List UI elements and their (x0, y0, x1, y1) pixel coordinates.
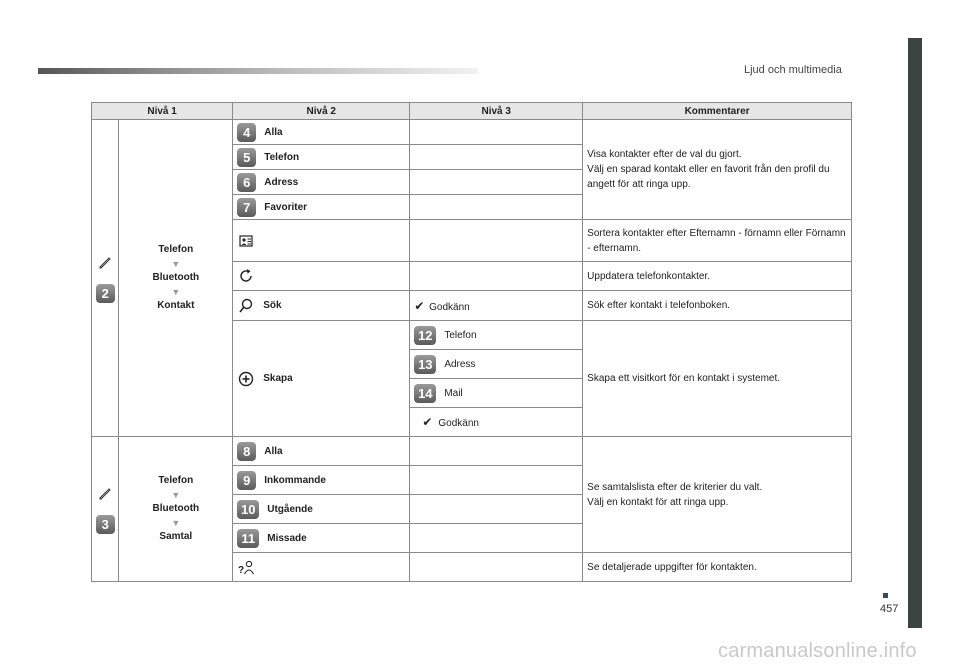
contact-details-icon (237, 558, 255, 576)
level3-empty (410, 524, 583, 553)
level3-godkann[interactable] (410, 291, 583, 321)
skapa-item-mail[interactable] (410, 379, 583, 408)
arrow-down-icon: ▼ (171, 287, 181, 297)
checkmark-icon: ✔ (422, 415, 433, 429)
badge-4: 4 (237, 123, 256, 142)
sort-contacts-icon (237, 232, 255, 250)
comment-text: Visa kontakter efter de val du gjort. (587, 149, 742, 160)
menu-label: Utgående (267, 503, 313, 515)
col-header-level3: Nivå 3 (410, 103, 583, 120)
level3-empty (410, 437, 583, 466)
skapa-item-telefon[interactable] (410, 321, 583, 350)
menu-item-refresh[interactable] (233, 262, 410, 291)
menu-item-sok[interactable] (233, 291, 410, 321)
menu-item-skapa[interactable] (233, 321, 410, 437)
level3-label: Godkänn (438, 418, 479, 429)
section-title: Ljud och multimedia (744, 64, 842, 76)
comment-sok: Sök efter kontakt i telefonboken. (583, 291, 852, 321)
comment-text: Välj en kontakt för att ringa upp. (587, 496, 729, 508)
group1-level1-icon-cell (92, 120, 119, 437)
badge-13: 13 (414, 355, 436, 374)
level3-label: Adress (444, 358, 476, 370)
comment-details: Se detaljerade uppgifter för kontakten. (583, 553, 852, 582)
level3-empty (410, 262, 583, 291)
menu-label: Missade (267, 532, 307, 544)
badge-10: 10 (237, 500, 259, 519)
level3-label: Telefon (444, 329, 477, 341)
col-header-comments: Kommentarer (583, 103, 852, 120)
comment-sort: Sortera kontakter efter Efternamn - förnamn eller Förnamn - efternamn. (583, 220, 852, 262)
svg-text:?: ? (238, 565, 245, 576)
group2-level1-icon-cell (92, 437, 119, 582)
pen-icon (97, 485, 113, 501)
level3-empty (410, 220, 583, 262)
comment-text: Välj en sparad kontakt eller en favorit från den profil du angett för att ringa upp. (587, 164, 830, 190)
menu-item-calls-alla[interactable] (233, 437, 410, 466)
side-tab (908, 38, 922, 628)
level3-label: Mail (444, 387, 463, 399)
menu-item-details[interactable] (233, 553, 410, 582)
flow-step: Bluetooth (152, 272, 200, 283)
flow-step: Kontakt (157, 300, 195, 311)
menu-item-favoriter[interactable] (233, 195, 410, 220)
badge-11: 11 (237, 529, 259, 548)
menu-item-telefon[interactable] (233, 145, 410, 170)
add-circle-icon (237, 370, 255, 388)
level3-empty (410, 495, 583, 524)
menu-item-adress[interactable] (233, 170, 410, 195)
comment-update: Uppdatera telefonkontakter. (583, 262, 852, 291)
menu-item-alla[interactable] (233, 120, 410, 145)
level3-empty (410, 466, 583, 495)
badge-9: 9 (237, 471, 256, 490)
col-header-level2: Nivå 2 (233, 103, 410, 120)
comment-calls (583, 437, 852, 553)
badge-3: 3 (96, 515, 115, 534)
menu-label: Sök (263, 300, 282, 311)
refresh-icon (237, 267, 255, 285)
flow-step: Telefon (158, 475, 194, 486)
flow-step: Samtal (159, 531, 193, 542)
menu-label: Inkommande (264, 474, 326, 486)
header-gradient-bar (38, 68, 478, 74)
badge-8: 8 (237, 442, 256, 461)
pen-icon (97, 254, 113, 270)
search-icon (237, 297, 255, 315)
menu-item-missade[interactable] (233, 524, 410, 553)
comment-text: Se samtalslista efter de kriterier du valt. (587, 481, 763, 493)
menu-item-sort[interactable] (233, 220, 410, 262)
level3-empty (410, 120, 583, 145)
menu-label: Alla (264, 126, 283, 138)
level3-empty (410, 553, 583, 582)
level3-empty (410, 145, 583, 170)
menu-label: Telefon (264, 151, 300, 163)
badge-7: 7 (237, 198, 256, 217)
menu-item-inkommande[interactable] (233, 466, 410, 495)
menu-label: Favoriter (264, 201, 308, 213)
arrow-down-icon: ▼ (171, 490, 181, 500)
badge-5: 5 (237, 148, 256, 167)
menu-item-utgaende[interactable] (233, 495, 410, 524)
page-marker (883, 593, 888, 598)
page-number: 457 (880, 603, 899, 615)
flow-step: Telefon (158, 244, 194, 255)
badge-14: 14 (414, 384, 436, 403)
comment-skapa: Skapa ett visitkort för en kontakt i systemet. (583, 321, 852, 437)
menu-table (91, 102, 852, 582)
badge-12: 12 (414, 326, 436, 345)
badge-6: 6 (237, 173, 256, 192)
level3-label: Godkänn (429, 301, 470, 313)
group1-flow (119, 120, 233, 437)
watermark: carmanualsonline.info (718, 640, 917, 662)
menu-label: Adress (264, 176, 299, 188)
menu-label: Skapa (263, 373, 293, 384)
comment-filter (583, 120, 852, 220)
arrow-down-icon: ▼ (171, 518, 181, 528)
skapa-item-godkann[interactable] (410, 408, 583, 437)
level3-empty (410, 195, 583, 220)
menu-label: Alla (264, 445, 283, 457)
level3-empty (410, 170, 583, 195)
skapa-item-adress[interactable] (410, 350, 583, 379)
checkmark-icon: ✔ (414, 298, 425, 313)
badge-2: 2 (96, 284, 115, 303)
col-header-level1: Nivå 1 (92, 103, 233, 120)
arrow-down-icon: ▼ (171, 259, 181, 269)
group2-flow (119, 437, 233, 582)
flow-step: Bluetooth (152, 503, 200, 514)
